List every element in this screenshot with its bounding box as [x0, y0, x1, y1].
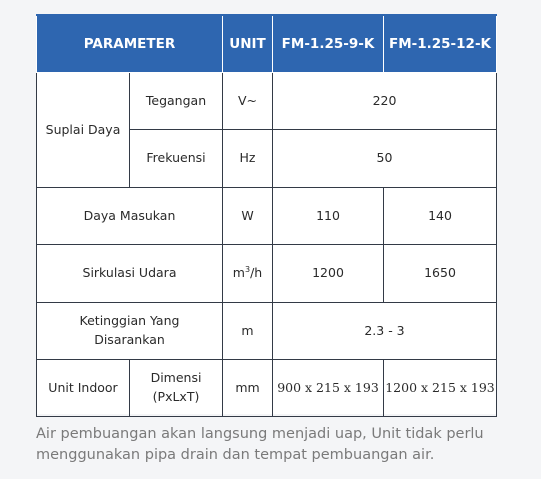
ketinggian-label-line-2: Disarankan [94, 332, 165, 347]
dimensi-label [130, 360, 223, 417]
sirkulasi-udara-label: Sirkulasi Udara [37, 245, 223, 303]
spec-table [36, 14, 497, 417]
sirkulasi-udara-value-2: 1650 [384, 245, 497, 303]
tegangan-label: Tegangan [130, 73, 223, 130]
footnote-line-1: Air pembuangan akan langsung menjadi uap, Unit tidak perlu [36, 426, 484, 442]
unit-tail: /h [250, 265, 263, 281]
unit-indoor-label: Unit Indoor [37, 360, 130, 417]
footnote [36, 424, 506, 466]
daya-masukan-value-2: 140 [384, 188, 497, 245]
table-row-ketinggian [37, 303, 497, 360]
dimensi-unit: mm [223, 360, 273, 417]
header-parameter: PARAMETER [37, 15, 223, 73]
frekuensi-value: 50 [273, 130, 497, 188]
sirkulasi-udara-unit [223, 245, 273, 303]
frekuensi-label: Frekuensi [130, 130, 223, 188]
sirkulasi-udara-value-1: 1200 [273, 245, 384, 303]
ketinggian-label [37, 303, 223, 360]
tegangan-unit: V~ [223, 73, 273, 130]
tegangan-value: 220 [273, 73, 497, 130]
daya-masukan-unit: W [223, 188, 273, 245]
daya-masukan-label: Daya Masukan [37, 188, 223, 245]
table-row-sirkulasi-udara [37, 245, 497, 303]
header-model-2: FM-1.25-12-K [384, 15, 497, 73]
header-model-1: FM-1.25-9-K [273, 15, 384, 73]
table-header-row [37, 15, 497, 73]
unit-base: m [232, 265, 245, 281]
table-row-daya-masukan [37, 188, 497, 245]
dimensi-value-1: 900 x 215 x 193 [273, 360, 384, 417]
dimensi-value-2: 1200 x 215 x 193 [384, 360, 497, 417]
ketinggian-label-line-1: Ketinggian Yang [79, 313, 180, 329]
dimensi-label-line-1: Dimensi [150, 370, 202, 386]
unit-superscript: 3 [244, 265, 251, 275]
table-row-tegangan [37, 73, 497, 130]
ketinggian-unit: m [223, 303, 273, 360]
daya-masukan-value-1: 110 [273, 188, 384, 245]
dimensi-label-line-2: (PxLxT) [152, 389, 200, 404]
table-row-unit-indoor [37, 360, 497, 417]
footnote-line-2: menggunakan pipa drain dan tempat pembuangan air. [36, 447, 435, 463]
suplai-daya-label: Suplai Daya [37, 73, 130, 188]
header-unit: UNIT [223, 15, 273, 73]
ketinggian-value: 2.3 - 3 [273, 303, 497, 360]
frekuensi-unit: Hz [223, 130, 273, 188]
